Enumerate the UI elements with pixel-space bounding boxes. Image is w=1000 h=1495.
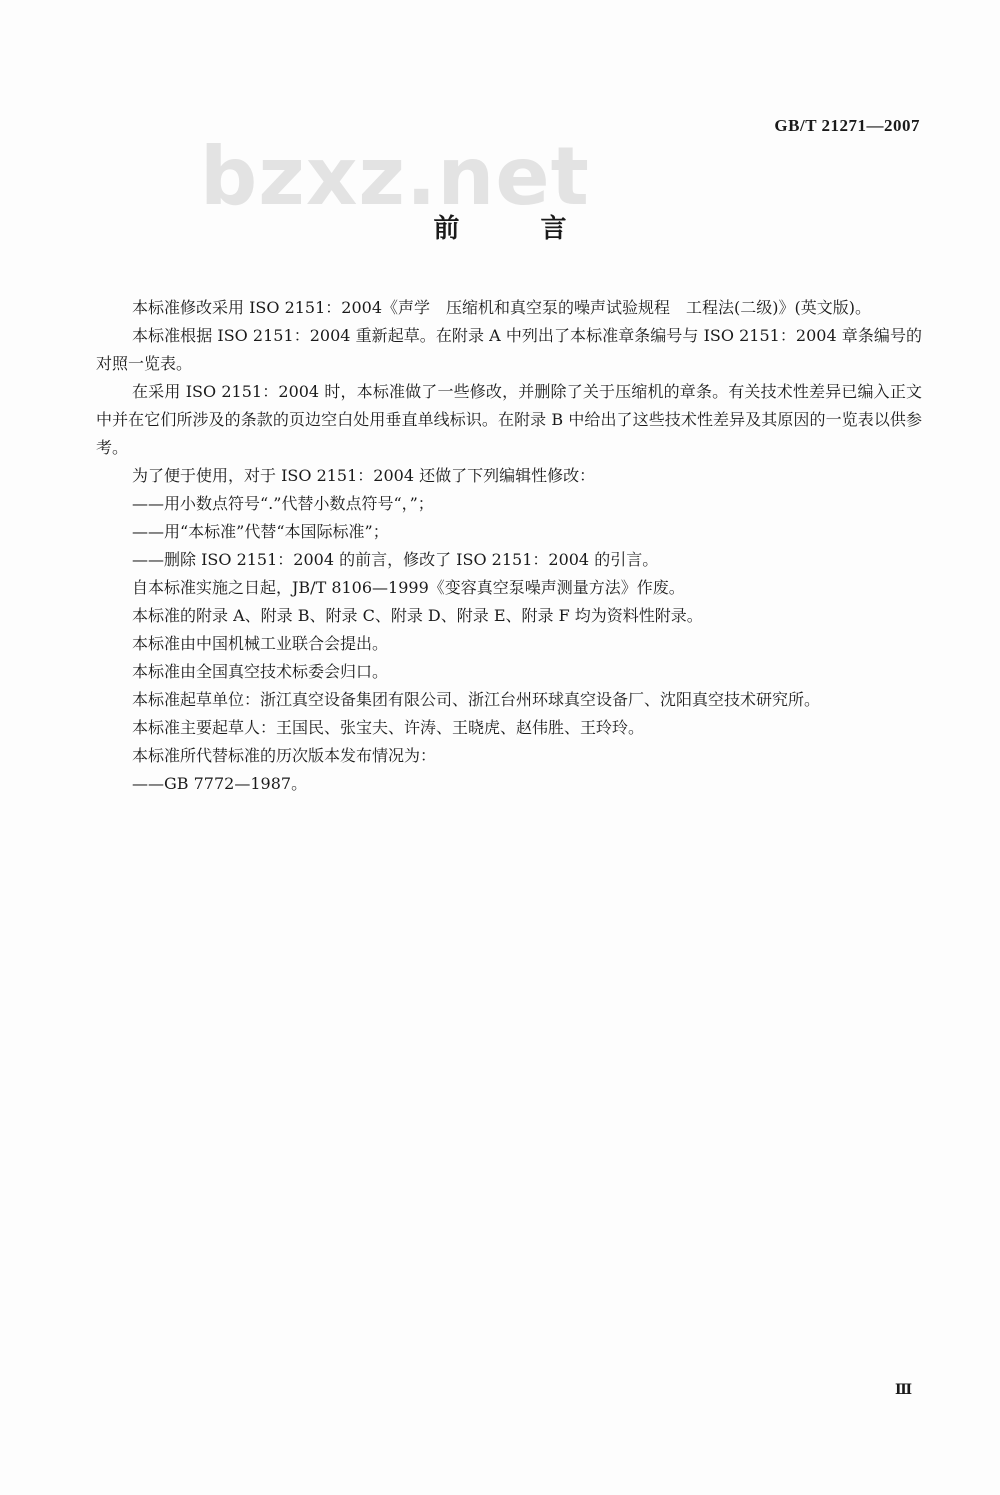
paragraph-adoption: 本标准修改采用 ISO 2151：2004《声学 压缩机和真空泵的噪声试验规程 工程法(二级)》(英文版)。 (132, 298, 871, 317)
page-title: 前 言 (433, 214, 603, 244)
watermark: bzxz.net (200, 130, 590, 223)
paragraph-redrafting: 本标准根据 ISO 2151：2004 重新起草。在附录 A 中列出了本标准章条编号与 ISO 2151：2004 章条编号的对照一览表。 (96, 326, 922, 373)
paragraph-drafting-units: 本标准起草单位：浙江真空设备集团有限公司、浙江台州环球真空设备厂、沈阳真空技术研究所。 (132, 690, 821, 709)
paragraph-modifications: 在采用 ISO 2151：2004 时，本标准做了一些修改，并删除了关于压缩机的章条。有关技术性差异已编入正文中并在它们所涉及的条款的页边空白处用垂直单线标识。在附录 B 中给出了这些技术性差异及其原因的一览表以供参考。 (96, 382, 922, 457)
paragraph-supersedes: 自本标准实施之日起，JB/T 8106—1999《变容真空泵噪声测量方法》作废。 (132, 578, 685, 597)
list-item: ——用“本标准”代替“本国际标准”； (132, 522, 389, 541)
list-item: ——删除 ISO 2151：2004 的前言，修改了 ISO 2151：2004 的引言。 (132, 550, 659, 569)
page-number: Ⅲ (894, 1383, 912, 1398)
list-item: ——用小数点符号“.”代替小数点符号“，”； (132, 494, 434, 513)
foreword-body (96, 294, 922, 798)
standard-number: GB/T 21271—2007 (774, 116, 920, 135)
paragraph-committee: 本标准由全国真空技术标委会归口。 (132, 662, 389, 681)
paragraph-annexes: 本标准的附录 A、附录 B、附录 C、附录 D、附录 E、附录 F 均为资料性附录。 (132, 606, 703, 625)
paragraph-drafters: 本标准主要起草人：王国民、张宝夫、许涛、王晓虎、赵伟胜、王玲玲。 (132, 718, 645, 737)
paragraph-proposer: 本标准由中国机械工业联合会提出。 (132, 634, 389, 653)
paragraph-editorial-intro: 为了便于使用，对于 ISO 2151：2004 还做了下列编辑性修改： (132, 466, 596, 485)
paragraph-history-intro: 本标准所代替标准的历次版本发布情况为： (132, 746, 437, 765)
list-item: ——GB 7772—1987。 (132, 774, 308, 793)
